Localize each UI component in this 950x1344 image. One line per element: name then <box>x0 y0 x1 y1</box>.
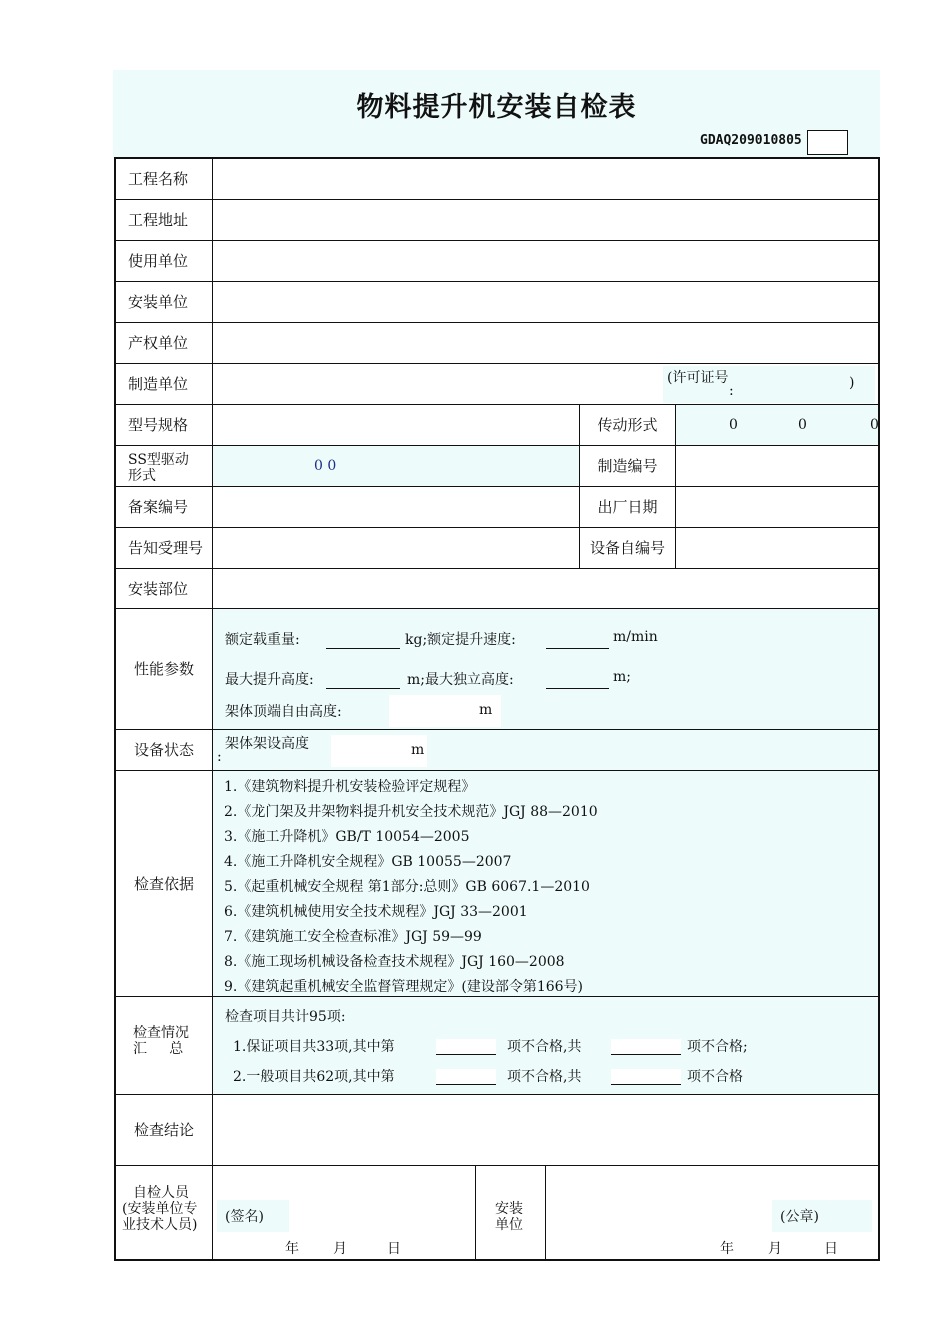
row-manufacturer <box>116 364 878 405</box>
label-basis: 检查依据 <box>116 771 212 996</box>
max-height-label: 最大提升高度: <box>225 672 314 688</box>
basis-item: 4.《施工升降机安全规程》GB 10055—2007 <box>224 854 512 870</box>
project-name-field[interactable] <box>212 159 878 199</box>
transmission-field[interactable] <box>675 405 878 445</box>
page-title: 物料提升机安装自检表 <box>356 92 637 123</box>
basis-item: 8.《施工现场机械设备检查技术规程》JGJ 160—2008 <box>224 954 565 970</box>
device-no-field[interactable] <box>675 528 878 568</box>
label-record-no: 备案编号 <box>116 487 212 527</box>
general-count-input[interactable] <box>611 1069 681 1085</box>
ss-drive-value: 0 0 <box>314 458 337 474</box>
row-project-name <box>116 159 878 200</box>
install-unit-line1: 安装 <box>495 1201 523 1217</box>
label-install-unit-sign <box>475 1166 545 1259</box>
signature-field[interactable] <box>212 1166 475 1259</box>
row-install-part <box>116 569 878 609</box>
seal-date-day: 日 <box>824 1241 838 1257</box>
speed-unit: m/min <box>613 629 658 645</box>
label-manufacturer: 制造单位 <box>116 364 212 404</box>
basis-item: 1.《建筑物料提升机安装检验评定规程》 <box>224 779 476 795</box>
summary-general-mid: 项不合格,共 <box>507 1069 582 1085</box>
basis-item: 2.《龙门架及井架物料提升机安全技术规范》JGJ 88—2010 <box>224 804 598 820</box>
max-height-unit: m;最大独立高度: <box>407 672 514 688</box>
summary-general-end: 项不合格 <box>687 1069 743 1085</box>
summary-general-text: 2.一般项目共62项,其中第 <box>233 1069 395 1085</box>
rated-speed-input[interactable] <box>546 634 609 649</box>
manufacturer-field[interactable] <box>212 364 878 404</box>
license-colon: : <box>729 383 734 399</box>
form-code: GDAQ209010805 <box>700 133 802 148</box>
summary-label-line1: 检查情况 <box>133 1025 189 1041</box>
summary-area <box>212 997 878 1094</box>
license-open: (许可证号 <box>667 370 729 386</box>
basis-item: 9.《建筑起重机械安全监督管理规定》(建设部令第166号) <box>224 979 584 995</box>
row-install-unit <box>116 282 878 323</box>
record-no-field[interactable] <box>212 487 579 527</box>
label-device-no: 设备自编号 <box>579 528 675 568</box>
row-notice <box>116 528 878 569</box>
summary-total: 检查项目共计95项: <box>225 1009 346 1025</box>
seal-hint: (公章) <box>780 1209 819 1225</box>
basis-list <box>224 775 598 1000</box>
row-ss-drive <box>116 446 878 487</box>
factory-date-field[interactable] <box>675 487 878 527</box>
sign-date-day: 日 <box>387 1241 401 1257</box>
row-summary <box>116 997 878 1095</box>
label-transmission: 传动形式 <box>579 405 675 445</box>
inspection-table <box>114 157 880 1261</box>
summary-label-line2: 汇 总 <box>133 1041 184 1057</box>
summary-guarantee-mid: 项不合格,共 <box>507 1039 582 1055</box>
row-project-address <box>116 200 878 241</box>
basis-item: 3.《施工升降机》GB/T 10054—2005 <box>224 829 470 845</box>
license-close: ) <box>849 375 855 391</box>
row-signature <box>116 1166 878 1259</box>
guarantee-count-input[interactable] <box>611 1039 681 1055</box>
transmission-value-2: 0 <box>798 417 807 433</box>
basis-item: 6.《建筑机械使用安全技术规程》JGJ 33—2001 <box>224 904 528 920</box>
serial-no-field[interactable] <box>675 446 878 486</box>
label-project-name: 工程名称 <box>116 159 212 199</box>
label-using-unit: 使用单位 <box>116 241 212 281</box>
label-device-status: 设备状态 <box>116 730 212 770</box>
model-spec-field[interactable] <box>212 405 579 445</box>
row-performance <box>116 609 878 730</box>
label-factory-date: 出厂日期 <box>579 487 675 527</box>
label-serial-no: 制造编号 <box>579 446 675 486</box>
row-property-unit <box>116 323 878 364</box>
independent-height-unit: m; <box>613 669 631 685</box>
ss-drive-field[interactable] <box>212 446 579 486</box>
label-self-check <box>116 1166 212 1259</box>
row-device-status <box>116 730 878 771</box>
general-item-input[interactable] <box>436 1069 496 1085</box>
project-address-field[interactable] <box>212 200 878 240</box>
seal-field[interactable] <box>545 1166 878 1259</box>
seal-date-year: 年 <box>720 1241 734 1257</box>
form-code-suffix-box[interactable] <box>807 130 848 155</box>
frame-height-label: 架体架设高度 <box>225 736 309 752</box>
row-model <box>116 405 878 446</box>
sign-date-month: 月 <box>333 1241 347 1257</box>
max-height-input[interactable] <box>326 674 400 689</box>
row-conclusion <box>116 1095 878 1166</box>
frame-height-unit: m <box>411 742 425 758</box>
label-notice-no: 告知受理号 <box>116 528 212 568</box>
label-ss-drive <box>116 446 212 486</box>
rated-load-unit: kg;额定提升速度: <box>405 632 516 648</box>
transmission-value-3: 0 <box>870 417 879 433</box>
seal-date-month: 月 <box>768 1241 782 1257</box>
property-unit-field[interactable] <box>212 323 878 363</box>
transmission-value-1: 0 <box>729 417 738 433</box>
ss-drive-line2: 形式 <box>128 468 156 484</box>
self-check-line3: 业技术人员) <box>122 1217 198 1233</box>
basis-item: 7.《建筑施工安全检查标准》JGJ 59—99 <box>224 929 482 945</box>
install-unit-field[interactable] <box>212 282 878 322</box>
rated-load-input[interactable] <box>326 634 400 649</box>
frame-height-colon: : <box>217 749 222 765</box>
ss-drive-line1: SS型驱动 <box>128 452 189 468</box>
label-summary <box>116 997 212 1094</box>
summary-guarantee-end: 项不合格; <box>687 1039 748 1055</box>
using-unit-field[interactable] <box>212 241 878 281</box>
notice-no-field[interactable] <box>212 528 579 568</box>
label-conclusion: 检查结论 <box>116 1095 212 1165</box>
conclusion-field[interactable] <box>212 1095 878 1165</box>
free-height-label: 架体顶端自由高度: <box>225 704 342 720</box>
row-using-unit <box>116 241 878 282</box>
self-check-line2: (安装单位专 <box>122 1201 198 1217</box>
free-height-unit: m <box>479 702 493 718</box>
label-performance: 性能参数 <box>116 609 212 729</box>
device-status-area <box>212 730 878 770</box>
label-install-part: 安装部位 <box>116 569 212 608</box>
rated-load-label: 额定载重量: <box>225 632 300 648</box>
self-check-line1: 自检人员 <box>133 1185 189 1201</box>
guarantee-item-input[interactable] <box>436 1039 496 1055</box>
label-model-spec: 型号规格 <box>116 405 212 445</box>
summary-guarantee-text: 1.保证项目共33项,其中第 <box>233 1039 395 1055</box>
install-part-field[interactable] <box>212 569 878 608</box>
independent-height-input[interactable] <box>546 674 609 689</box>
row-record <box>116 487 878 528</box>
install-unit-line2: 单位 <box>495 1217 523 1233</box>
label-project-address: 工程地址 <box>116 200 212 240</box>
label-install-unit: 安装单位 <box>116 282 212 322</box>
label-property-unit: 产权单位 <box>116 323 212 363</box>
performance-area <box>212 609 878 729</box>
sign-date-year: 年 <box>285 1241 299 1257</box>
row-basis <box>116 771 878 997</box>
basis-item: 5.《起重机械安全规程 第1部分:总则》GB 6067.1—2010 <box>224 879 590 895</box>
signature-hint: (签名) <box>225 1209 264 1225</box>
